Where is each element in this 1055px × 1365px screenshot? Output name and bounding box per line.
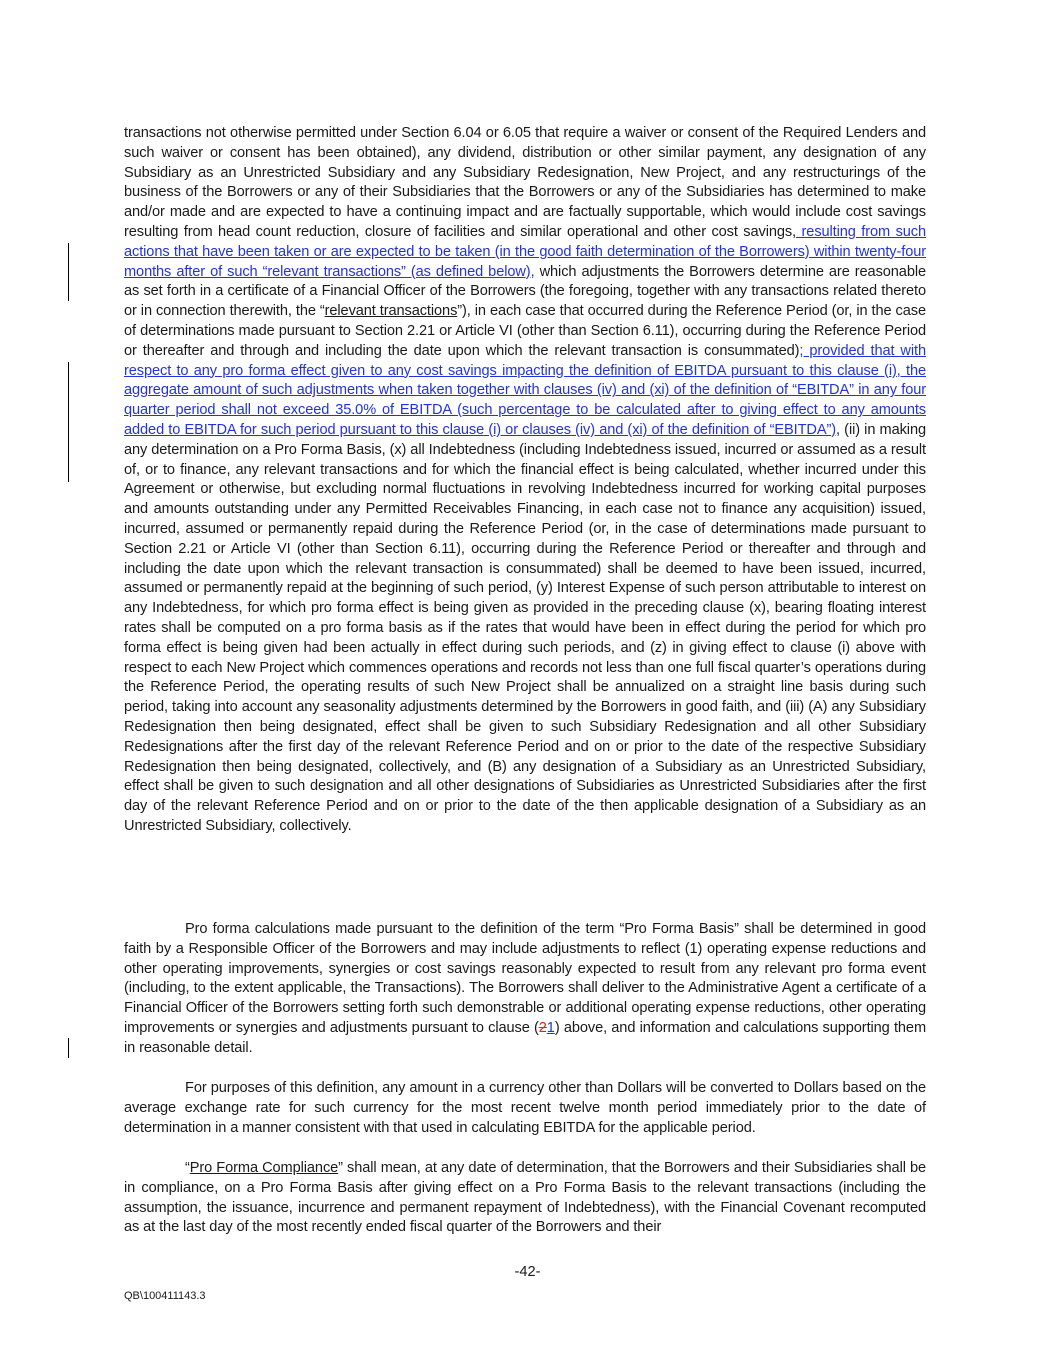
change-bar xyxy=(68,1038,69,1058)
document-id: QB\100411143.3 xyxy=(124,1290,206,1302)
paragraph-currency-conversion xyxy=(124,1079,926,1138)
body-text: “ xyxy=(185,1160,190,1176)
body-text: ” shall mean, at any date of determination, that the Borrowers and their Subsidiaries shall be in compliance, on a Pro Forma Basis after giving effect on a Pro Forma Basis to the relevant transactions (including the assumption, the issuance, incurrence and permanent repayment of Indebtedness), with the Financial Covenant recomputed as at the last day of the most recently ended fiscal quarter of the Borrowers and their xyxy=(124,1160,927,1236)
paragraph-pro-forma-calculations xyxy=(124,920,926,1059)
body-text: , (ii) in making any determination on a Pro Forma Basis, (x) all Indebtedness (including Indebtedness issued, incurred or assumed as a result of, or to finance, any relevant transactions and for which the financial effect is being calculated, whether incurred under this Agreement or otherwise, but excluding normal fluctuations in revolving Indebtedness incurred for working capital purposes and amounts outstanding under any Permitted Receivables Financing, in each case not to finance any acquisition) issued, incurred, assumed or permanently repaid during the Reference Period (or, in the case of determinations made pursuant to Section 2.21 or Article VI (other than Section 6.11), occurring during the Reference Period or thereafter and through and including the date upon which the relevant transaction is consummated) shall be deemed to have been issued, incurred, assumed or permanently repaid at the beginning of such period, (y) Interest Expense of such person attributable to interest on any Indebtedness, for which pro forma effect is being given as provided in the preceding clause (x), bearing floating interest rates shall be computed on a pro forma basis as if the rates that would have been in effect during the period for which pro forma effect is being given had been actually in effect during such periods, and (z) in giving effect to clause (i) above with respect to each New Project which commences operations and records not less than one full fiscal quarter’s operations during the Reference Period, the operating results of such New Project shall be annualized on a straight line basis during such period, taking into account any seasonality adjustments determined by the Borrowers in good faith, and (iii) (A) any Subsidiary Redesignation then being designated, effect shall be given to such Subsidiary Redesignation and all other Subsidiary Redesignations after the first day of the relevant Reference Period and on or prior to the date of the respective Subsidiary Redesignation then being designated, collectively, and (B) any designation of a Subsidiary as an Unrestricted Subsidiary, effect shall be given to such designation and all other designations of Subsidiaries as Unrestricted Subsidiaries after the first day of the relevant Reference Period and on or prior to the date of the then applicable designation of a Subsidiary as an Unrestricted Subsidiary, collectively. xyxy=(124,421,926,834)
inserted-text: resulting from such actions that have been taken or are expected to be taken (in the good faith determination of the Borrowers) within twenty-four months after of such “relevant transactions” (as defined below), xyxy=(124,223,926,280)
page-number: -42- xyxy=(514,1264,541,1280)
change-bar xyxy=(68,362,69,482)
defined-term: relevant transactions xyxy=(324,303,458,320)
body-text: For purposes of this definition, any amount in a currency other than Dollars will be converted to Dollars based on the average exchange rate for such currency for the most recent twelve month period immediately prior to the date of determination in a manner consistent with that used in calculating EBITDA for the applicable period. xyxy=(124,1080,926,1136)
body-text: which adjustments the Borrowers determine are reasonable as set forth in a certificate of a Financial Officer of the Borrowers (the foregoing, together with any transactions related thereto or in connection therewith, the “ xyxy=(124,263,926,320)
defined-term: Pro Forma Compliance xyxy=(189,1160,339,1176)
deleted-text: 2 xyxy=(538,1019,547,1036)
body-text: ”), in each case that occurred during the Reference Period (or, in the case of determinations made pursuant to Section 2.21 or Article VI (other than Section 6.11), occurring during the Reference Period or thereafter and through and including the date upon which the relevant transaction is consummated) xyxy=(124,303,926,359)
inserted-text: ; provided that with respect to any pro forma effect given to any cost savings impacting the definition of EBITDA pursuant to this clause (i), the aggregate amount of such adjustments when taken together with clauses (iv) and (xi) of the definition of “EBITDA” in any four quarter period shall not exceed 35.0% of EBITDA (such percentage to be calculated after to giving effect to any amounts added to EBITDA for such period pursuant to this clause (i) or clauses (iv) and (xi) of the definition of “EBITDA”) xyxy=(124,342,926,438)
body-text: transactions not otherwise permitted under Section 6.04 or 6.05 that require a waiver or consent of the Required Lenders and such waiver or consent has been obtained), any dividend, distribution or other similar payment, any designation of any Subsidiary as an Unrestricted Subsidiary and any Subsidiary Redesignation, New Project, and any restructurings of the business of the Borrowers or any of their Subsidiaries that the Borrowers or any of the Subsidiaries has determined to make and/or made and are expected to have a continuing impact and are factually supportable, which would include cost savings resulting from head count reduction, closure of facilities and similar operational and other cost savings, xyxy=(124,125,926,240)
inserted-text: 1 xyxy=(546,1019,555,1036)
body-text: Pro forma calculations made pursuant to the definition of the term “Pro Forma Basis” shall be determined in good faith by a Responsible Officer of the Borrowers and may include adjustments to reflect (1) operating expense reductions and other operating improvements, synergies or cost savings reasonably expected to result from any relevant pro forma event (including, to the extent applicable, the Transactions). The Borrowers shall deliver to the Administrative Agent a certificate of a Financial Officer of the Borrowers setting forth such demonstrable or additional operating expense reductions, other operating improvements or synergies and adjustments pursuant to clause ( xyxy=(124,921,926,1036)
paragraph-pro-forma-compliance xyxy=(124,1159,926,1238)
change-bar xyxy=(68,243,69,301)
paragraph-continuation xyxy=(124,124,926,837)
body-text: ) above, and information and calculations supporting them in reasonable detail. xyxy=(124,1019,926,1056)
